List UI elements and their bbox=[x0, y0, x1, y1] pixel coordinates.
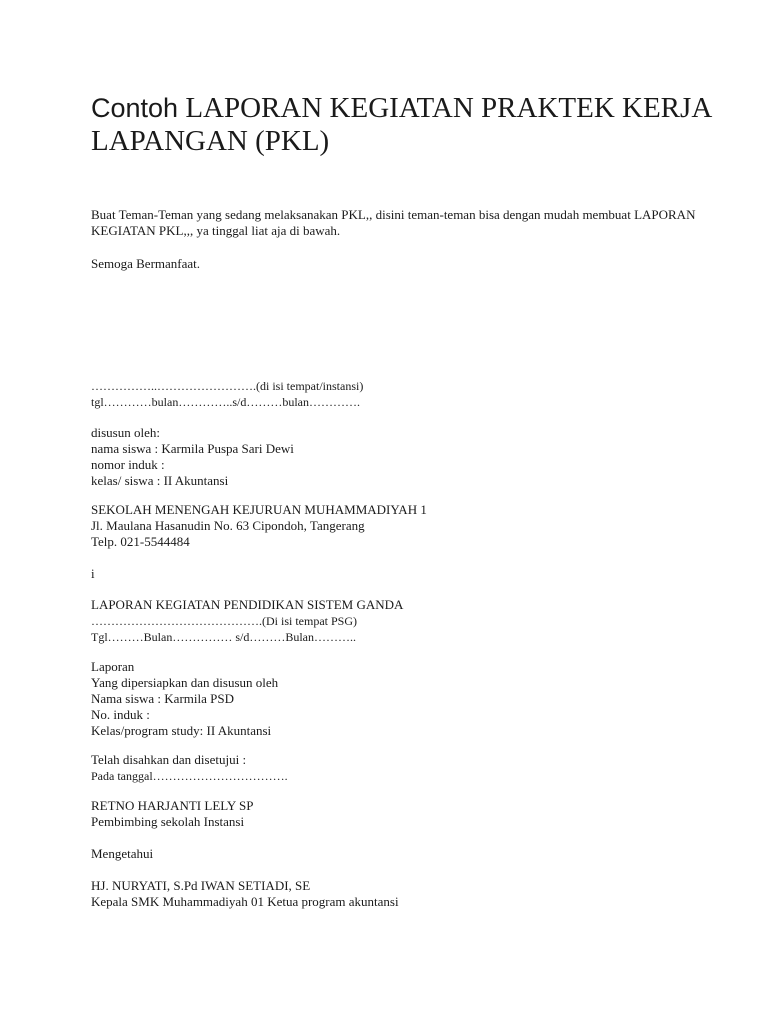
supervisor-name: RETNO HARJANTI LELY SP bbox=[91, 798, 254, 813]
school-address: Jl. Maulana Hasanudin No. 63 Cipondoh, Tangerang bbox=[91, 518, 365, 533]
document-title bbox=[91, 92, 711, 158]
signer-names: HJ. NURYATI, S.Pd IWAN SETIADI, SE bbox=[91, 878, 311, 893]
report-place-line: …………………………………….(Di isi tempat PSG) bbox=[91, 614, 357, 628]
student-class: kelas/ siswa : II Akuntansi bbox=[91, 473, 229, 488]
wish-section bbox=[91, 256, 711, 272]
signers-section bbox=[91, 878, 711, 910]
report-details-section bbox=[91, 659, 711, 739]
report-program: Kelas/program study: II Akuntansi bbox=[91, 723, 272, 738]
signer-roles: Kepala SMK Muhammadiyah 01 Ketua program akuntansi bbox=[91, 894, 399, 909]
wish-text: Semoga Bermanfaat. bbox=[91, 256, 201, 271]
supervisor-role: Pembimbing sekolah Instansi bbox=[91, 814, 245, 829]
supervisor-section bbox=[91, 798, 711, 830]
cover-section bbox=[91, 378, 711, 410]
roman-section bbox=[91, 566, 711, 582]
acknowledge-text: Mengetahui bbox=[91, 846, 154, 861]
report-heading-section bbox=[91, 597, 711, 645]
compiled-by-label: disusun oleh: bbox=[91, 425, 160, 440]
approval-date: Pada tanggal……………………………. bbox=[91, 769, 288, 783]
intro-section bbox=[91, 207, 711, 239]
school-section bbox=[91, 502, 711, 550]
title-prefix: Contoh bbox=[91, 93, 179, 123]
report-student-number: No. induk : bbox=[91, 707, 150, 722]
cover-date-line: tgl…………bulan…………..s/d………bulan…………. bbox=[91, 395, 360, 409]
report-student-name: Nama siswa : Karmila PSD bbox=[91, 691, 234, 706]
compiled-section bbox=[91, 425, 711, 489]
report-heading: LAPORAN KEGIATAN PENDIDIKAN SISTEM GANDA bbox=[91, 597, 404, 612]
approval-section bbox=[91, 752, 711, 784]
report-label: Laporan bbox=[91, 659, 135, 674]
cover-place-line: ……………..…………………….(di isi tempat/instansi) bbox=[91, 379, 364, 393]
student-number: nomor induk : bbox=[91, 457, 165, 472]
roman-numeral: i bbox=[91, 566, 95, 581]
student-name: nama siswa : Karmila Puspa Sari Dewi bbox=[91, 441, 294, 456]
school-name: SEKOLAH MENENGAH KEJURUAN MUHAMMADIYAH 1 bbox=[91, 502, 427, 517]
school-phone: Telp. 021-5544484 bbox=[91, 534, 190, 549]
approval-text: Telah disahkan dan disetujui : bbox=[91, 752, 247, 767]
report-prepared: Yang dipersiapkan dan disusun oleh bbox=[91, 675, 279, 690]
title-rest: LAPORAN KEGIATAN PRAKTEK KERJA LAPANGAN (PKL) bbox=[91, 92, 711, 157]
report-date-line: Tgl………Bulan…………… s/d………Bulan……….. bbox=[91, 630, 356, 644]
document-page bbox=[91, 92, 711, 909]
intro-paragraph: Buat Teman-Teman yang sedang melaksanakan PKL,, disini teman-teman bisa dengan mudah membuat LAPORAN KEGIATAN PKL,,, ya tinggal liat aja di bawah. bbox=[91, 207, 696, 238]
acknowledge-section bbox=[91, 846, 711, 862]
